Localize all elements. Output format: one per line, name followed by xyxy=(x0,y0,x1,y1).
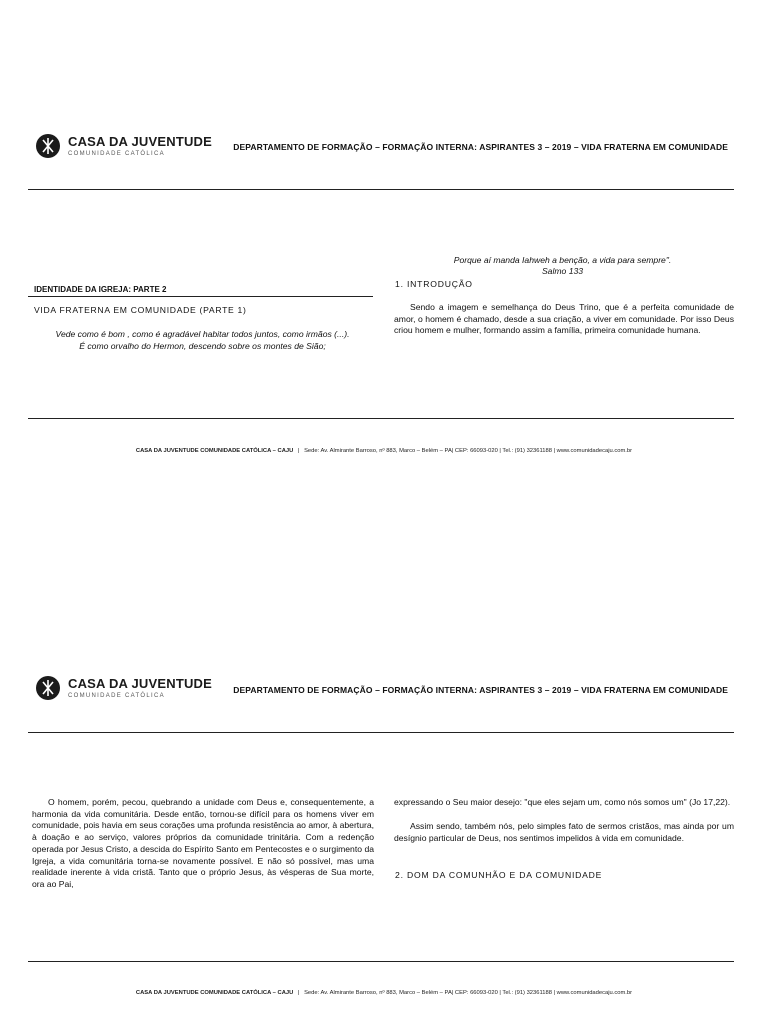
footer-address: Sede: Av. Almirante Barroso, nº 883, Marco – Belém – PA| CEP: 66093-020 | Tel.: (91) 32361188 | www.comunidadecaju.com.br xyxy=(304,990,633,996)
intro-paragraph: Sendo a imagem e semelhança do Deus Trino, que é a perfeita comunidade de amor, o homem é chamado, desde a sua criação, a viver em comunidade. Por isso Deus criou homem e mulher, formando assim a família, primeira comunidade humana. xyxy=(394,302,734,336)
footer-separator: | xyxy=(297,990,300,996)
casa-da-juventude-logo xyxy=(36,134,212,158)
footer-address: Sede: Av. Almirante Barroso, nº 883, Marco – Belém – PA| CEP: 66093-020 | Tel.: (91) 32361188 | www.comunidadecaju.com.br xyxy=(304,448,633,454)
footer-org: CASA DA JUVENTUDE COMUNIDADE CATÓLICA – CAJU xyxy=(135,448,294,454)
logo-subtitle: COMUNIDADE CATÓLICA xyxy=(68,151,165,157)
footer-org: CASA DA JUVENTUDE COMUNIDADE CATÓLICA – CAJU xyxy=(135,990,294,996)
epigraph-line-1: Vede como é bom , como é agradável habitar todos juntos, como irmãos (...). xyxy=(55,329,350,339)
footer-divider xyxy=(28,418,734,419)
header-divider xyxy=(28,732,734,733)
header-divider xyxy=(28,189,734,190)
department-header-title: DEPARTAMENTO DE FORMAÇÃO – FORMAÇÃO INTERNA: ASPIRANTES 3 – 2019 – VIDA FRATERNA EM COMUNIDADE xyxy=(233,685,728,695)
section-2-heading: 2. DOM DA COMUNHÃO E DA COMUNIDADE xyxy=(395,870,603,880)
logo-emblem-icon xyxy=(36,676,60,700)
topic-title: VIDA FRATERNA EM COMUNIDADE (PARTE 1) xyxy=(34,305,247,315)
logo-emblem-icon xyxy=(36,134,60,158)
logo-subtitle: COMUNIDADE CATÓLICA xyxy=(68,693,165,699)
footer-separator: | xyxy=(297,448,300,454)
body-paragraph-right-1: expressando o Seu maior desejo: "que eles sejam um, como nós somos um" (Jo 17,22). xyxy=(394,797,731,807)
epigraph-line-3: Porque aí manda Iahweh a benção, a vida para sempre". xyxy=(453,255,672,265)
logo-name: CASA DA JUVENTUDE xyxy=(68,676,213,691)
document-page-2 xyxy=(0,540,768,1024)
epigraph-reference: Salmo 133 xyxy=(541,266,584,276)
casa-da-juventude-logo xyxy=(36,676,212,700)
section-label: IDENTIDADE DA IGREJA: PARTE 2 xyxy=(34,285,167,294)
section-label-underline xyxy=(28,296,373,297)
intro-heading: 1. INTRODUÇÃO xyxy=(395,279,473,289)
page-footer xyxy=(0,990,768,996)
epigraph-line-2: É como orvalho do Hermon, descendo sobre os montes de Sião; xyxy=(79,341,326,351)
footer-divider xyxy=(28,961,734,962)
body-paragraph-right-2: Assim sendo, também nós, pelo simples fato de sermos cristãos, mas ainda por um desígnio particular de Deus, nos sentimos impelidos à vida em comunidade. xyxy=(394,821,734,843)
logo-name: CASA DA JUVENTUDE xyxy=(68,134,213,149)
page-footer xyxy=(0,448,768,454)
body-paragraph-left: O homem, porém, pecou, quebrando a unidade com Deus e, consequentemente, a harmonia da vida comunitária. Desde então, tornou-se difícil para os homens viver em comunidade, pois havia em seus corações uma profunda resistência ao amor, à abertura, à doação e ao serviço, valores próprios da comunidade trinitária. Com a redenção operada por Jesus Cristo, a descida do Espírito Santo em Pentecostes e o surgimento da Igreja, a vida comunitária torna-se novamente possível. E não só possível, mas uma realidade inerente à vida cristã. Tanto que o próprio Jesus, às vésperas de Sua morte, ora ao Pai, xyxy=(32,797,374,889)
department-header-title: DEPARTAMENTO DE FORMAÇÃO – FORMAÇÃO INTERNA: ASPIRANTES 3 – 2019 – VIDA FRATERNA EM COMUNIDADE xyxy=(233,142,728,152)
